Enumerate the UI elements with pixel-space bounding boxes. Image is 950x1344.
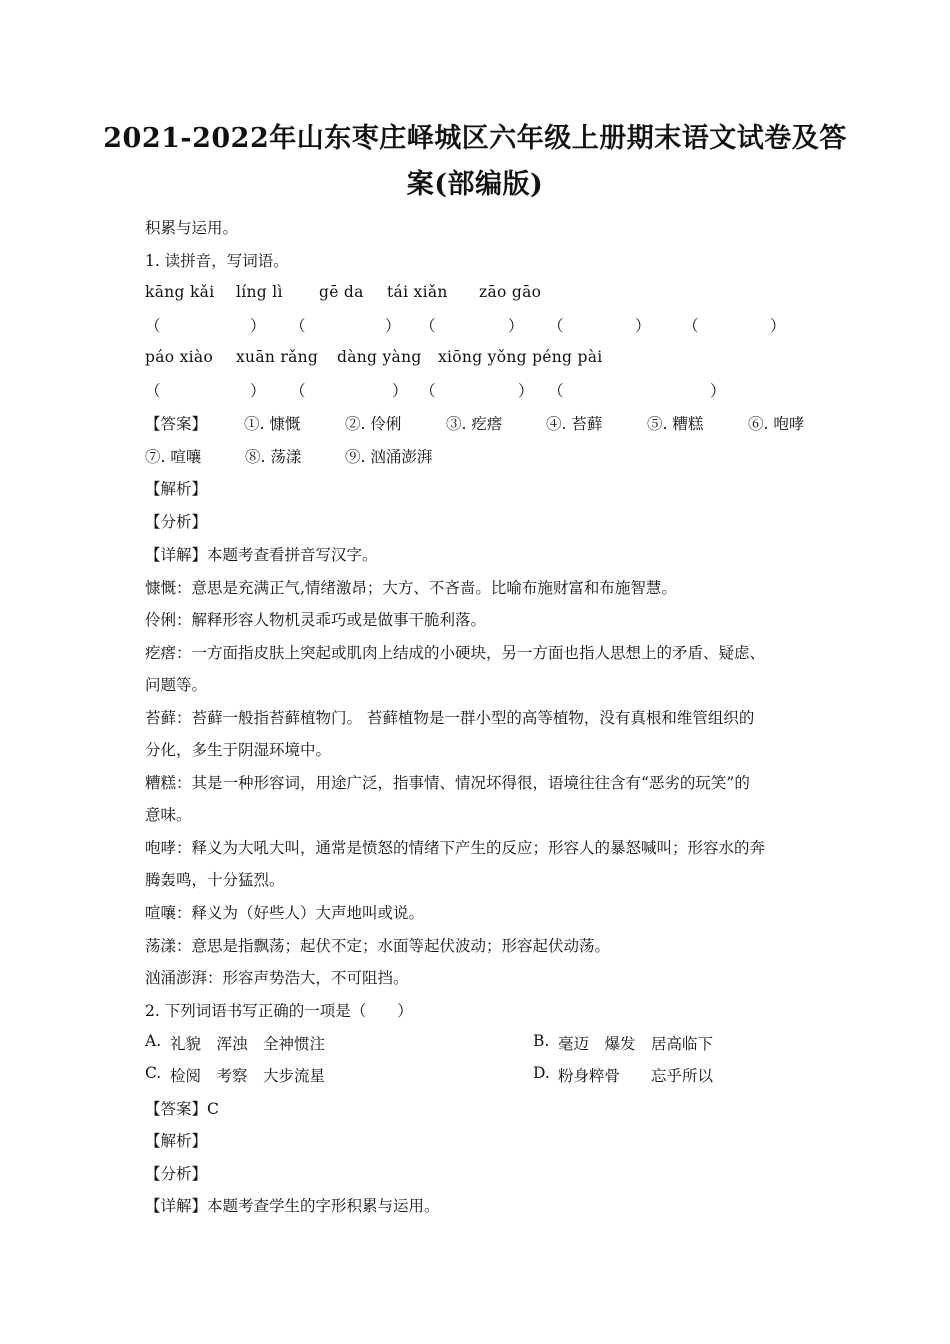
paren-open: （ bbox=[145, 382, 161, 400]
explanation-line: 汹涌澎湃：形容声势浩大，不可阻挡。 bbox=[145, 969, 409, 987]
section-heading: 积累与运用。 bbox=[145, 219, 239, 237]
answer-item: ⑤. 糟糕 bbox=[647, 415, 704, 433]
paren-close: ） bbox=[250, 382, 266, 400]
option-text: 毫迈 爆发 居高临下 bbox=[558, 1035, 714, 1053]
answer-item: ④. 苔藓 bbox=[546, 415, 603, 433]
explanation-line: 慷慨：意思是充满正气,情绪激昂；大方、不吝啬。比喻布施财富和布施智慧。 bbox=[145, 579, 677, 597]
paren-open: （ bbox=[548, 317, 564, 335]
title-line-2: 案(部编版) bbox=[406, 169, 544, 200]
answer-item: ⑦. 喧嚷 bbox=[145, 448, 202, 466]
paren-open: （ bbox=[548, 382, 564, 400]
q1-prompt: 1. 读拼音，写词语。 bbox=[145, 252, 289, 270]
paren-close: ） bbox=[635, 317, 651, 335]
analysis-label: 【解析】 bbox=[145, 480, 208, 498]
paren-close: ） bbox=[770, 317, 786, 335]
fenxi-label: 【分析】 bbox=[145, 513, 208, 531]
pinyin: tái xiǎn bbox=[387, 283, 448, 301]
paren-close: ） bbox=[518, 382, 534, 400]
explanation-line: 分化，多生于阴湿环境中。 bbox=[145, 741, 332, 759]
explanation-line: 腾轰鸣，十分猛烈。 bbox=[145, 871, 285, 889]
paren-open: （ bbox=[420, 382, 436, 400]
q2-prompt: 2. 下列词语书写正确的一项是（ ） bbox=[145, 1002, 413, 1020]
title-line-1: 2021-2022年山东枣庄峄城区六年级上册期末语文试卷及答 bbox=[103, 123, 847, 154]
q2-fenxi-label: 【分析】 bbox=[145, 1165, 208, 1183]
option-text: 检阅 考察 大步流星 bbox=[170, 1067, 326, 1085]
explanation-line: 糟糕：其是一种形容词，用途广泛，指事情、情况坏得很，语境往往含有“恶劣的玩笑”的 bbox=[145, 774, 750, 792]
option-letter: B. bbox=[533, 1032, 550, 1050]
pinyin: kāng kǎi bbox=[145, 283, 215, 301]
answer-item: ⑥. 咆哮 bbox=[748, 415, 805, 433]
explanation-line: 荡漾：意思是指飘荡；起伏不定；水面等起伏波动；形容起伏动荡。 bbox=[145, 937, 611, 955]
pinyin: dàng yàng bbox=[337, 348, 422, 366]
q2-answer: 【答案】C bbox=[145, 1100, 219, 1118]
option-letter: A. bbox=[145, 1032, 162, 1050]
option-text: 礼貌 浑浊 全神惯注 bbox=[170, 1035, 326, 1053]
paren-open: （ bbox=[290, 382, 306, 400]
pinyin: xuān rǎng bbox=[236, 348, 319, 366]
explanation-line: 问题等。 bbox=[145, 676, 208, 694]
pinyin: líng lì bbox=[236, 283, 283, 301]
answer-label: 【答案】 bbox=[145, 415, 208, 433]
paren-close: ） bbox=[250, 317, 266, 335]
option-letter: D. bbox=[533, 1064, 550, 1082]
explanation-line: 意味。 bbox=[145, 806, 192, 824]
pinyin: xiōng yǒng péng pài bbox=[438, 348, 603, 366]
pinyin: zāo gāo bbox=[479, 283, 542, 301]
answer-item: ⑧. 荡漾 bbox=[245, 448, 302, 466]
answer-item: ②. 伶俐 bbox=[345, 415, 402, 433]
paren-open: （ bbox=[683, 317, 699, 335]
detail-text: 【详解】本题考查看拼音写汉字。 bbox=[145, 546, 378, 564]
answer-item: ③. 疙瘩 bbox=[446, 415, 503, 433]
paren-close: ） bbox=[508, 317, 524, 335]
q2-detail: 【详解】本题考查学生的字形积累与运用。 bbox=[145, 1197, 440, 1215]
option-text: 粉身粹骨 忘乎所以 bbox=[558, 1067, 714, 1085]
paren-close: ） bbox=[710, 382, 726, 400]
q2-analysis-label: 【解析】 bbox=[145, 1132, 208, 1150]
explanation-line: 疙瘩：一方面指皮肤上突起或肌肉上结成的小硬块，另一方面也指人思想上的矛盾、疑虑、 bbox=[145, 644, 766, 662]
explanation-line: 喧嚷：释义为（好些人）大声地叫或说。 bbox=[145, 904, 425, 922]
paren-open: （ bbox=[290, 317, 306, 335]
explanation-line: 咆哮：释义为大吼大叫，通常是愤怒的情绪下产生的反应；形容人的暴怒喊叫；形容水的奔 bbox=[145, 839, 766, 857]
answer-item: ⑨. 汹涌澎湃 bbox=[345, 448, 433, 466]
pinyin: páo xiào bbox=[145, 348, 214, 366]
answer-item: ①. 慷慨 bbox=[244, 415, 301, 433]
paren-close: ） bbox=[385, 317, 401, 335]
option-letter: C. bbox=[145, 1064, 162, 1082]
explanation-line: 苔藓：苔藓一般指苔藓植物门。 苔藓植物是一群小型的高等植物，没有真根和维管组织的 bbox=[145, 709, 755, 727]
explanation-line: 伶俐：解释形容人物机灵乖巧或是做事干脆利落。 bbox=[145, 611, 487, 629]
paren-open: （ bbox=[145, 317, 161, 335]
paren-close: ） bbox=[392, 382, 408, 400]
pinyin: gē da bbox=[319, 283, 364, 301]
paren-open: （ bbox=[420, 317, 436, 335]
